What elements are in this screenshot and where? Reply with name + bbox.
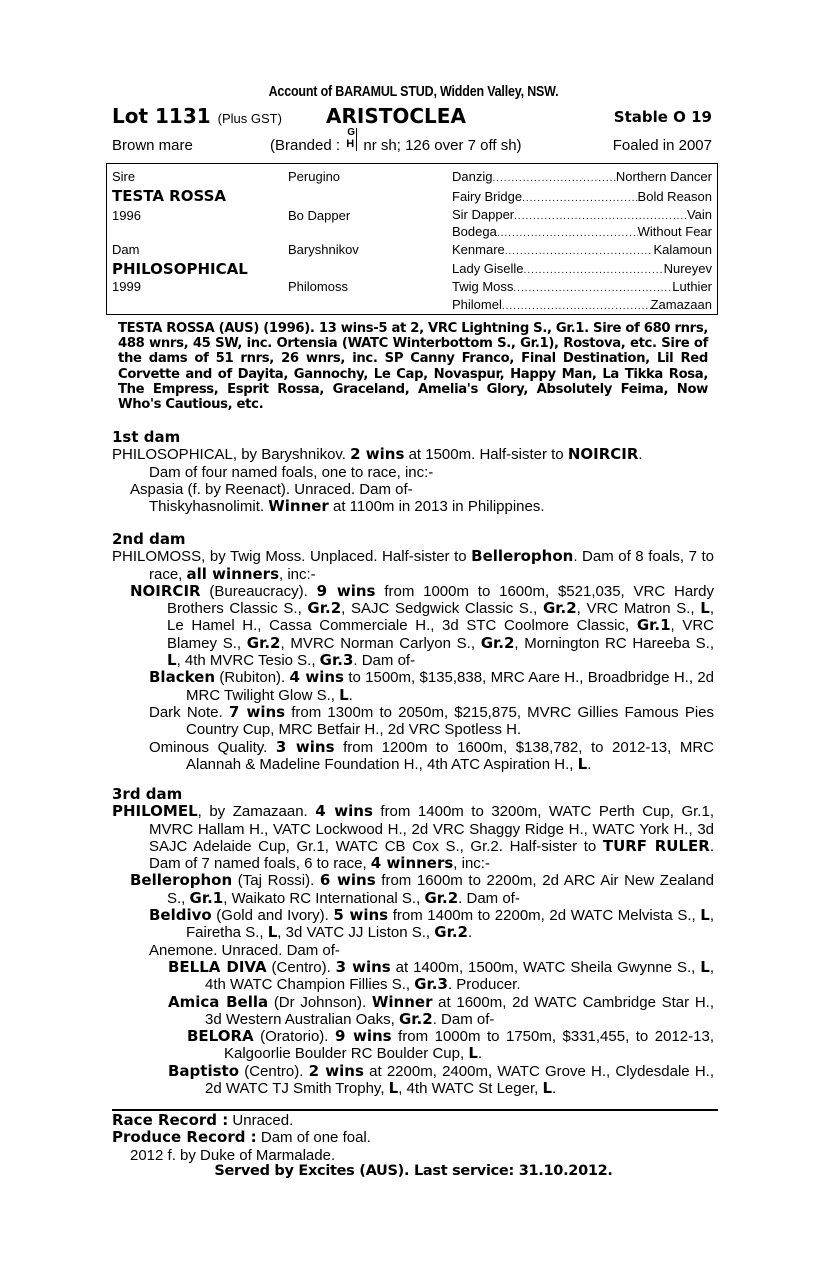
leader-dots xyxy=(524,261,664,276)
gen3-name: Bodega xyxy=(452,224,497,239)
pedigree-gen3-row xyxy=(452,297,712,312)
pedigree-entry xyxy=(112,446,714,463)
first-dam-section xyxy=(112,429,714,515)
text: . Dam of- xyxy=(432,1010,495,1028)
pedigree-entry xyxy=(112,1028,714,1063)
foaled-year: Foaled in 2007 xyxy=(612,137,712,154)
text: PHILOSOPHICAL, by Baryshnikov. xyxy=(112,446,351,464)
pedigree-table xyxy=(106,163,718,315)
bold-text: L xyxy=(700,906,710,925)
text: at 1500m. Half-sister to xyxy=(404,446,568,464)
horse-details xyxy=(112,127,712,157)
text: from 1000m to 1750m, $331,455, to 2012-13, Kalgoorlie Boulder RC Boulder Cup, xyxy=(224,1028,714,1063)
text: (Oratorio). xyxy=(253,1028,335,1046)
text: , 4th WATC St Leger, xyxy=(398,1080,543,1098)
dam-dam: Philomoss xyxy=(288,279,348,294)
text: , inc:- xyxy=(279,565,316,583)
color-sex: Brown mare xyxy=(112,137,193,154)
text: . xyxy=(348,686,353,704)
pedigree-entry xyxy=(112,994,714,1029)
gen3-name: Twig Moss xyxy=(452,279,514,294)
leader-dots xyxy=(497,224,638,239)
text: to 1500m, $135,838, MRC Aare H., Broadbridge H., 2d MRC Twilight Glow S., xyxy=(186,669,715,704)
bold-text: NOIRCIR xyxy=(130,581,201,600)
race-record xyxy=(112,1112,712,1129)
text: at 1600m, 2d WATC Cambridge Star H., 3d Western Australian Oaks, xyxy=(205,993,714,1028)
bold-text: Gr.3 xyxy=(414,975,448,994)
bold-text: Gr.2 xyxy=(480,633,515,652)
text: (Taj Rossi). xyxy=(232,872,320,890)
text: , Waikato RC International S., xyxy=(223,889,425,907)
bold-text: 4 winners xyxy=(370,854,454,873)
bold-text: 9 wins xyxy=(316,581,376,600)
text: . xyxy=(468,924,473,942)
text: . Dam of- xyxy=(353,652,416,670)
gen3-sire: Luthier xyxy=(672,279,712,294)
service-note: Served by Excites (AUS). Last service: 31.10.2012. xyxy=(214,1163,613,1179)
pedigree-entry xyxy=(112,942,714,959)
leader-dots xyxy=(505,242,654,257)
leader-dots xyxy=(514,207,687,222)
bold-text: BELORA xyxy=(187,1027,254,1046)
vendor-account: Account of BARAMUL STUD, Widden Valley, NSW. xyxy=(268,84,559,100)
lot-number xyxy=(112,104,282,128)
text: from 1400m to 3200m, WATC Perth Cup, Gr.1, MVRC Hallam H., VATC Lockwood H., 2d VRC Shaggy Ridge H., WATC York H., 3d SAJC Adelaide Cup, Gr.1, WATC CB Cox S., Gr.2. Half-sister to xyxy=(149,803,714,855)
text: . xyxy=(638,446,643,464)
bold-text: 3 wins xyxy=(335,957,391,976)
brand-description xyxy=(270,127,522,154)
bold-text: Bellerophon xyxy=(130,871,233,890)
text: Thiskyhasnolimit. xyxy=(149,498,269,516)
bold-text: Gr.1 xyxy=(636,616,671,635)
gen3-sire: Vain xyxy=(686,207,712,222)
bold-text: Gr.1 xyxy=(189,888,224,907)
text: at 1400m, 1500m, WATC Sheila Gwynne S., xyxy=(390,958,701,976)
pedigree-entry xyxy=(112,803,714,872)
horse-name: ARISTOCLEA xyxy=(326,104,466,128)
pedigree-gen3-row xyxy=(452,207,712,222)
dam-label: Dam xyxy=(112,242,140,257)
text: , 3d VATC JJ Liston S., xyxy=(277,924,435,942)
leader-dots xyxy=(522,189,637,204)
brand-bar xyxy=(356,128,357,151)
pedigree-gen3-row xyxy=(452,189,712,204)
produce-record-value: Dam of one foal. xyxy=(256,1129,371,1147)
bold-text: Blacken xyxy=(149,668,216,687)
text: from 1200m to 1600m, $138,782, to 2012-13, MRC Alannah & Madeline Foundation H., 4th ATC Aspiration H., xyxy=(186,738,714,773)
brand-prefix: (Branded : xyxy=(270,137,345,154)
text: (Centro). xyxy=(239,1062,309,1080)
pedigree-entry xyxy=(112,669,714,704)
text: (Bureaucracy). xyxy=(200,582,317,600)
text: , SAJC Sedgwick Classic S., xyxy=(341,600,543,618)
text: . xyxy=(552,1080,557,1098)
sire-sire: Perugino xyxy=(288,169,341,184)
gst-note: (Plus GST) xyxy=(217,111,282,126)
pedigree-entry xyxy=(112,481,714,498)
produce-record-label: Produce Record : xyxy=(112,1128,257,1147)
text: at 2200m, 2400m, WATC Grove H., Clydesdale H., 2d WATC TJ Smith Trophy, xyxy=(205,1062,715,1098)
bold-text: 7 wins xyxy=(228,702,286,721)
bold-text: Amica Bella xyxy=(168,992,269,1011)
bold-text: Gr.2 xyxy=(307,599,342,618)
text: , MVRC Norman Carlyon S., xyxy=(280,634,481,652)
bold-text: L xyxy=(339,685,349,704)
bold-text: 3 wins xyxy=(275,737,335,756)
text: . Producer. xyxy=(447,976,521,994)
brand-bottom-letter: H xyxy=(346,138,355,150)
bold-text: Baptisto xyxy=(168,1061,240,1080)
bold-text: Gr.2 xyxy=(434,923,468,942)
bold-text: PHILOMEL xyxy=(112,802,198,821)
bold-text: L xyxy=(542,1079,553,1098)
produce-record xyxy=(112,1129,712,1146)
text: , VRC Matron S., xyxy=(576,600,701,618)
pedigree-entry xyxy=(112,959,714,994)
gen3-name: Philomel xyxy=(452,297,502,312)
text: , 4th MVRC Tesio S., xyxy=(176,652,320,670)
text: (Rubiton). xyxy=(215,669,290,687)
gen3-sire: Bold Reason xyxy=(637,189,712,204)
text: , Fairetha S., xyxy=(186,907,715,942)
pedigree-entry xyxy=(112,704,714,739)
bold-text: 2 wins xyxy=(350,445,405,464)
text: , 4th WATC Champion Fillies S., xyxy=(205,958,715,994)
text: , by Zamazaan. xyxy=(197,803,316,821)
bold-text: 2 wins xyxy=(308,1061,364,1080)
text: from 1300m to 2050m, $215,875, MVRC Gillies Famous Pies Country Cup, MRC Betfair H., 2d VRC Spotless H. xyxy=(186,703,715,739)
lot-label: Lot 1131 xyxy=(112,104,211,128)
text: . Dam of 8 foals, 7 to race, xyxy=(149,548,714,583)
bold-text: Beldivo xyxy=(149,906,212,925)
bold-text: Bellerophon xyxy=(471,547,574,566)
gen3-name: Fairy Bridge xyxy=(452,189,523,204)
pedigree-entry xyxy=(112,498,714,515)
pedigree-entry xyxy=(112,739,714,774)
gen3-sire: Kalamoun xyxy=(653,242,712,257)
bold-text: L xyxy=(700,599,710,618)
sire-name: TESTA ROSSA xyxy=(112,187,227,205)
dam-name: PHILOSOPHICAL xyxy=(112,260,248,278)
gen3-name: Sir Dapper xyxy=(452,207,515,222)
text: from 1400m to 2200m, 2d WATC Melvista S., xyxy=(388,907,701,925)
text: Dark Note. xyxy=(149,703,229,721)
entries xyxy=(112,446,714,515)
sire-year: 1996 xyxy=(112,208,141,223)
bold-text: L xyxy=(388,1079,399,1098)
pedigree-gen3-row xyxy=(452,261,712,276)
text: at 1100m in 2013 in Philippines. xyxy=(328,498,545,516)
brand-suffix: nr sh; 126 over 7 off sh) xyxy=(359,137,522,154)
gen3-name: Danzig xyxy=(452,169,493,184)
leader-dots xyxy=(502,297,651,312)
gen3-name: Lady Giselle xyxy=(452,261,524,276)
dam-sire: Baryshnikov xyxy=(288,242,359,257)
pedigree-entry xyxy=(112,464,714,481)
pedigree-entry xyxy=(112,907,714,942)
bold-text: 4 wins xyxy=(289,668,344,687)
bold-text: NOIRCIR xyxy=(567,445,639,464)
text: from 1000m to 1600m, $521,035, VRC Hardy Brothers Classic S., xyxy=(167,582,715,618)
text: . Dam of 7 named foals, 6 to race, xyxy=(149,837,714,873)
text: . xyxy=(477,1045,483,1063)
bold-text: Gr.2 xyxy=(398,1009,433,1028)
text: (Gold and Ivory). xyxy=(211,907,334,925)
bold-text: L xyxy=(468,1044,478,1063)
sire-dam: Bo Dapper xyxy=(288,208,351,223)
section-heading: 2nd dam xyxy=(112,530,186,548)
text: Ominous Quality. xyxy=(149,738,276,756)
text: . xyxy=(587,755,592,773)
lot-header xyxy=(112,104,712,130)
leader-dots xyxy=(513,279,672,294)
sire-label: Sire xyxy=(112,169,136,184)
pedigree-gen3-row xyxy=(452,279,712,294)
bold-text: Winner xyxy=(371,992,433,1011)
third-dam-section xyxy=(112,786,714,1097)
stable-number: Stable O 19 xyxy=(613,108,712,126)
gen3-sire: Zamazaan xyxy=(650,297,712,312)
dam-year: 1999 xyxy=(112,279,141,294)
gen3-sire: Nureyev xyxy=(663,261,712,276)
pedigree-entry xyxy=(112,872,714,907)
bold-text: BELLA DIVA xyxy=(168,957,267,976)
text: Aspasia (f. by Reenact). Unraced. Dam of- xyxy=(130,480,413,498)
bold-text: Gr.2 xyxy=(246,633,281,652)
pedigree-gen3-row xyxy=(452,224,712,239)
pedigree-gen3-row xyxy=(452,169,712,184)
pedigree-entry xyxy=(112,1063,714,1098)
bold-text: L xyxy=(577,754,588,773)
text: PHILOMOSS, by Twig Moss. Unplaced. Half-sister to xyxy=(112,548,472,566)
bold-text: Gr.3 xyxy=(319,651,354,670)
text: . Dam of- xyxy=(458,889,520,907)
leader-dots xyxy=(492,169,615,184)
bold-text: Gr.2 xyxy=(542,599,577,618)
text: from 1600m to 2200m, 2d ARC Air New Zealand S., xyxy=(167,872,715,907)
entries xyxy=(112,803,714,1097)
bold-text: Winner xyxy=(268,497,329,516)
records-section xyxy=(112,1112,712,1164)
entries xyxy=(112,548,714,773)
bold-text: Gr.2 xyxy=(424,888,459,907)
second-dam-section xyxy=(112,531,714,773)
bold-text: L xyxy=(267,923,278,942)
bold-text: TURF RULER xyxy=(602,836,710,855)
text: , Le Hamel H., Cassa Commerciale H., 3d STC Coolmore Classic, xyxy=(167,600,714,635)
sire-summary: TESTA ROSSA (AUS) (1996). 13 wins-5 at 2, VRC Lightning S., Gr.1. Sire of 680 rnrs, 488 wnrs, 45 SW, inc. Ortensia (WATC Winterbottom S., Gr.1), Rostova, etc. Sire of the dams of 51 rnrs, 26 wnrs, inc. SP Canny Franco, Final Destination, Lil Red Corvette and of Dayita, Gannochy, Le Cap, Novaspur, Happy Man, La Tikka Rosa, The Empress, Esprit Rossa, Graceland, Amelia's Glory, Absolutely Feima, Now Who's Cautious, etc. xyxy=(118,321,708,413)
text: , Mornington RC Hareeba S., xyxy=(514,634,714,652)
brand-top-letter: G xyxy=(347,127,355,138)
brand-mark-icon xyxy=(346,127,357,151)
bold-text: all winners xyxy=(186,564,279,583)
produce-item: 2012 f. by Duke of Marmalade. xyxy=(130,1146,336,1164)
gen3-sire: Northern Dancer xyxy=(615,169,712,184)
text: , VRC Blamey S., xyxy=(167,617,715,652)
gen3-name: Kenmare xyxy=(452,242,505,257)
race-record-label: Race Record : xyxy=(112,1111,229,1129)
bold-text: 9 wins xyxy=(334,1027,392,1046)
text: Anemone. Unraced. Dam of- xyxy=(149,941,340,959)
text: Dam of four named foals, one to race, inc:- xyxy=(149,463,434,481)
pedigree-gen3-row xyxy=(452,242,712,257)
pedigree-entry xyxy=(112,548,714,583)
bold-text: 4 wins xyxy=(315,802,373,821)
bold-text: L xyxy=(700,957,710,976)
pedigree-entry xyxy=(112,583,714,669)
text: (Dr Johnson). xyxy=(268,993,372,1011)
race-record-value: Unraced. xyxy=(228,1112,294,1129)
text: , inc:- xyxy=(453,855,490,873)
gen3-sire: Without Fear xyxy=(637,224,712,239)
section-heading: 3rd dam xyxy=(112,785,183,803)
section-heading: 1st dam xyxy=(112,428,181,446)
bold-text: 5 wins xyxy=(333,906,389,925)
bold-text: L xyxy=(167,651,177,670)
text: (Centro). xyxy=(266,958,336,976)
bold-text: 6 wins xyxy=(319,871,376,890)
